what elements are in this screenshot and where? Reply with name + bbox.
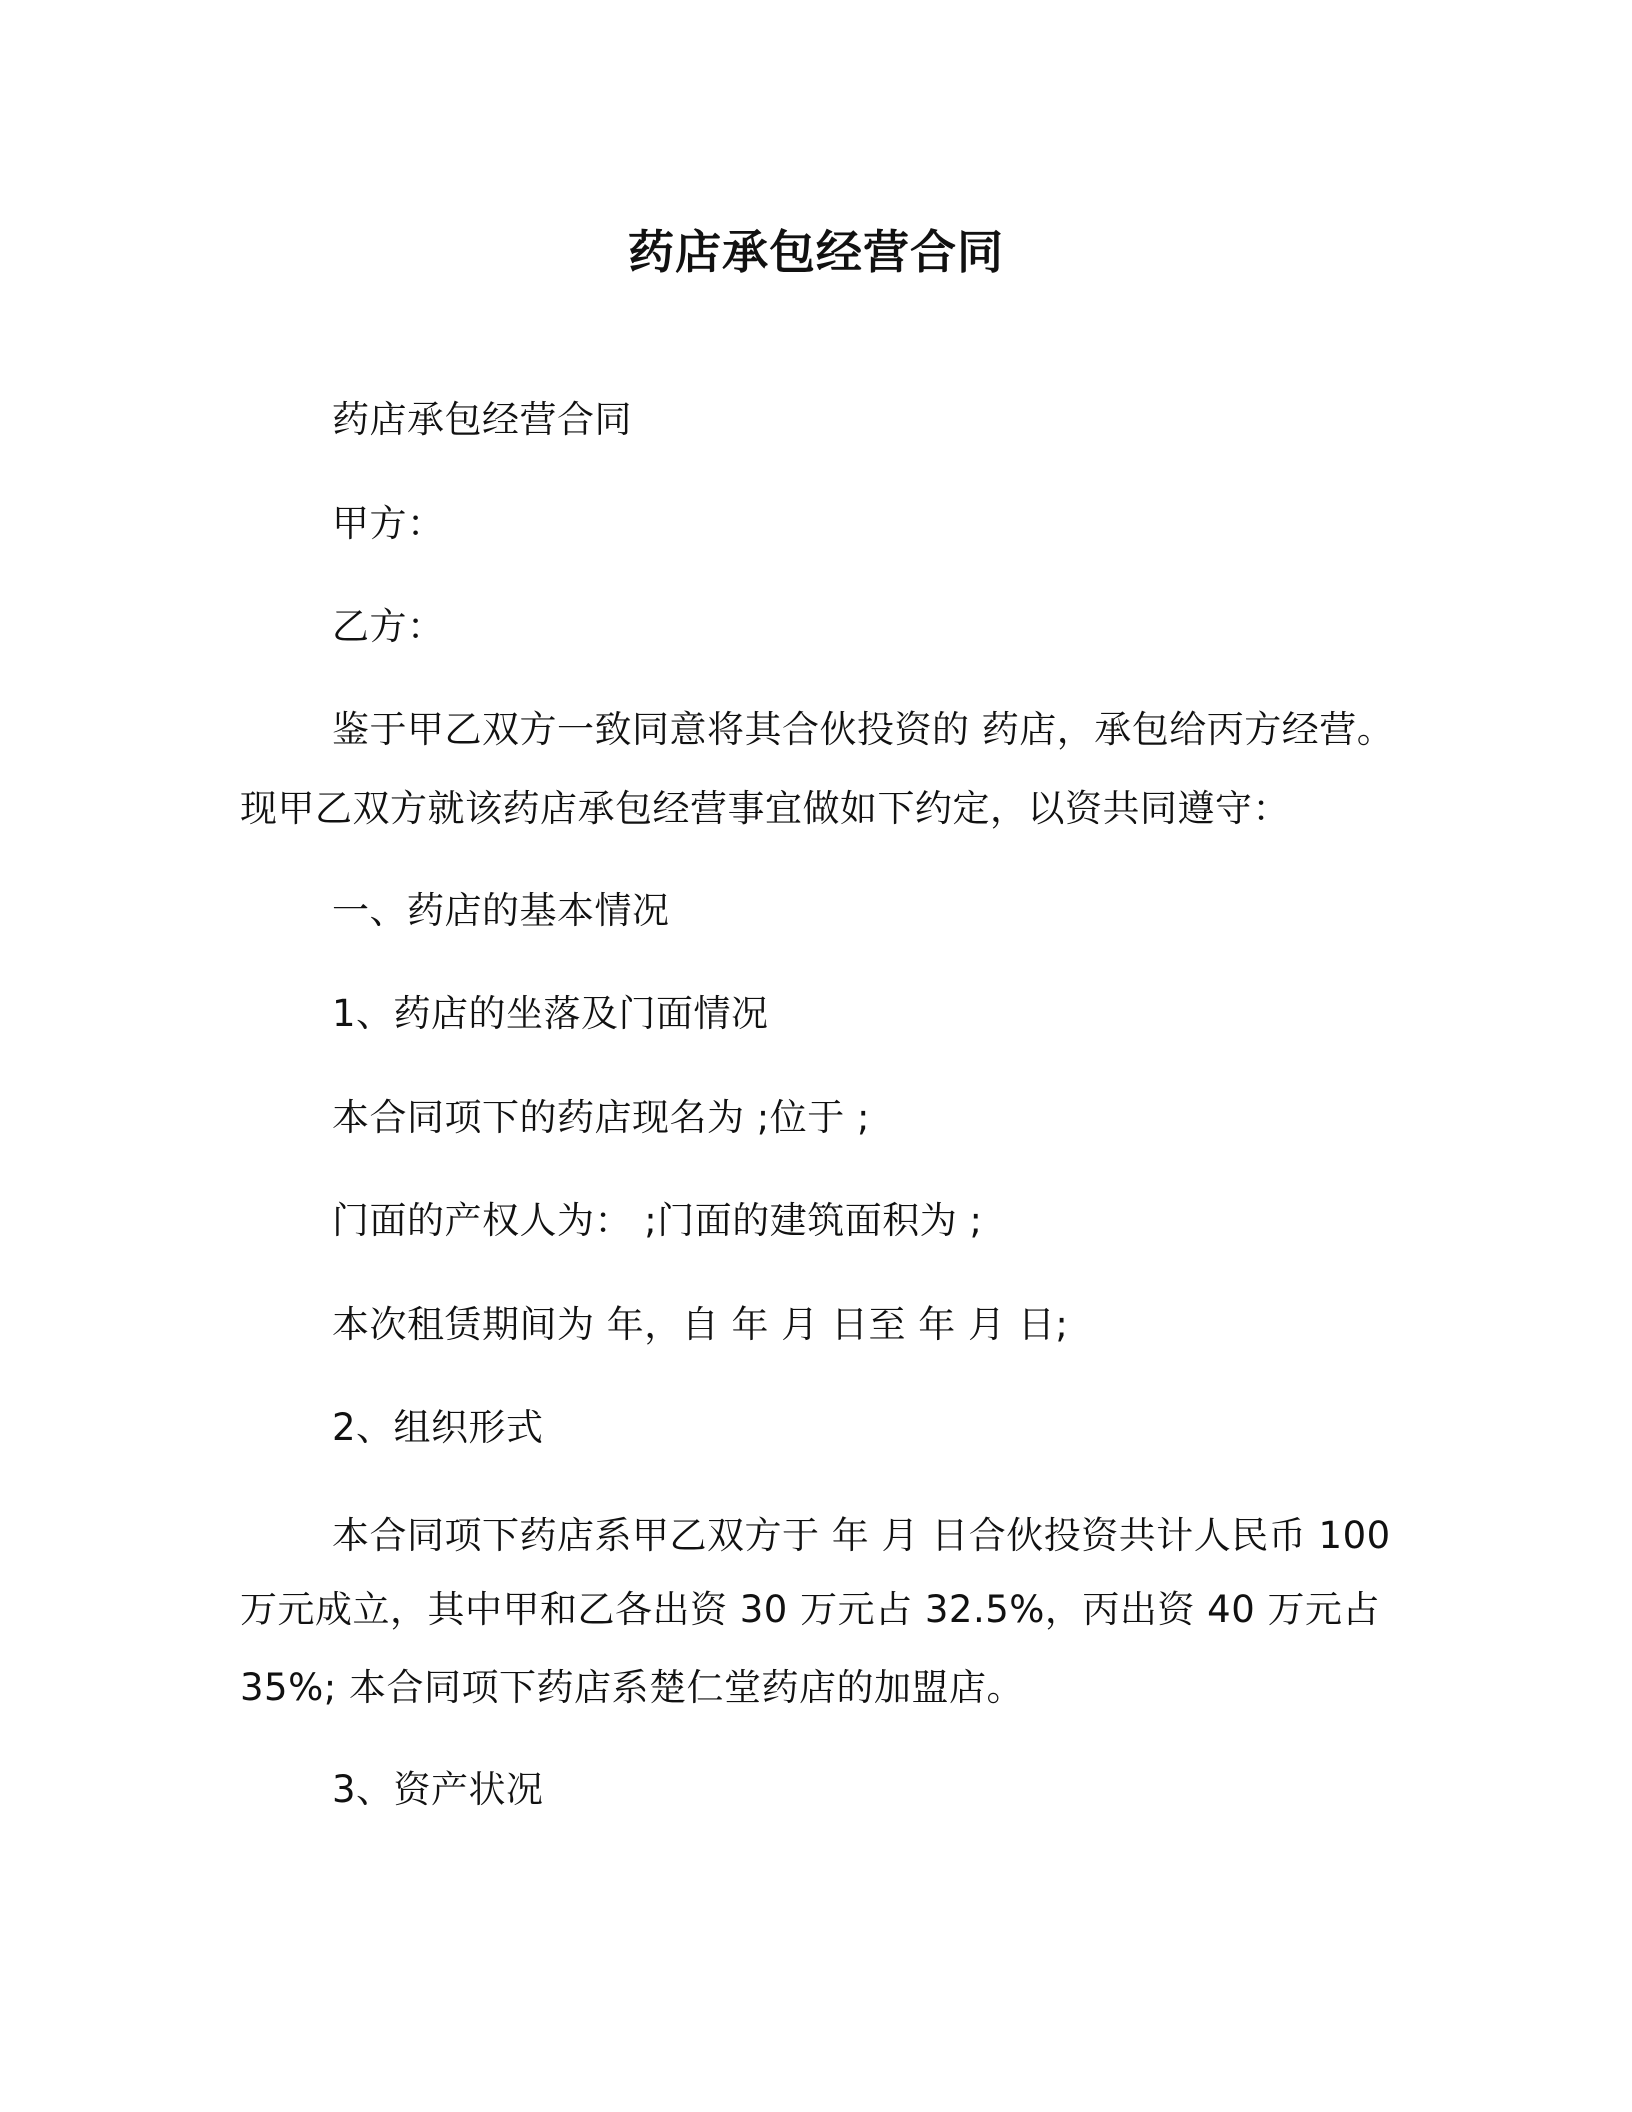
clause-heading-location: 1、药店的坐落及门面情况 (332, 992, 769, 1035)
preamble-line-1: 鉴于甲乙双方一致同意将其合伙投资的 药店，承包给丙方经营。 (332, 708, 1395, 751)
document-title: 药店承包经营合同 (628, 225, 1004, 279)
party-b-label: 乙方： (332, 605, 445, 648)
section-heading-basic-info: 一、药店的基本情况 (332, 889, 670, 932)
clause-text-property-owner: 门面的产权人为： ;门面的建筑面积为 ; (332, 1199, 983, 1242)
document-subtitle: 药店承包经营合同 (332, 398, 632, 441)
clause-text-store-name: 本合同项下的药店现名为 ;位于 ; (332, 1096, 870, 1139)
clause-text-investment-line-1: 本合同项下药店系甲乙双方于 年 月 日合伙投资共计人民币 100 (332, 1514, 1391, 1557)
clause-text-lease-term: 本次租赁期间为 年，自 年 月 日至 年 月 日; (332, 1303, 1069, 1346)
clause-heading-assets: 3、资产状况 (332, 1768, 544, 1811)
clause-text-investment-line-3: 35%; 本合同项下药店系楚仁堂药店的加盟店。 (240, 1666, 1024, 1709)
clause-heading-organization: 2、组织形式 (332, 1406, 544, 1449)
party-a-label: 甲方： (332, 502, 445, 545)
clause-text-investment-line-2: 万元成立，其中甲和乙各出资 30 万元占 32.5%，丙出资 40 万元占 (240, 1588, 1381, 1631)
preamble-line-2: 现甲乙双方就该药店承包经营事宜做如下约定，以资共同遵守： (240, 787, 1290, 830)
